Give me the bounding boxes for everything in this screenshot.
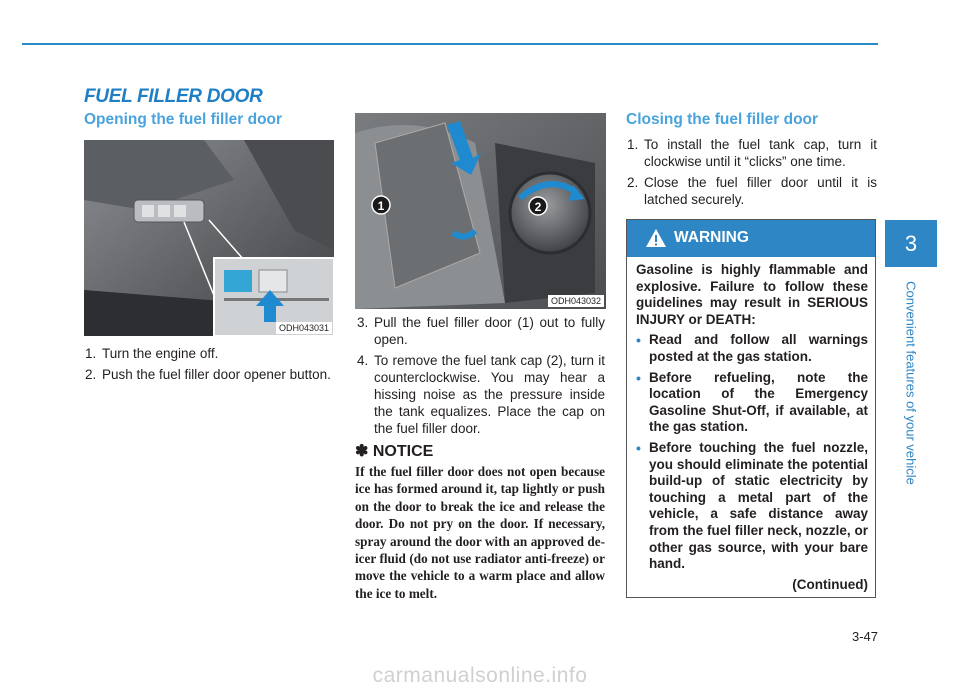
notice-body: If the fuel filler door does not open because ice has formed around it, tap lightly or push on the door to break the ice and release the door. Do not pry on the door. If necessary, spray around the door with an approved de-icer fluid (do not use radiator anti-freeze) or move the vehicle to a warm place and allow the ice to melt. xyxy=(355,464,605,601)
closing-steps xyxy=(627,136,877,212)
closing-heading: Closing the fuel filler door xyxy=(626,111,819,128)
list-item: 2. Close the fuel filler door until it is latched securely. xyxy=(627,175,877,207)
warning-item: • Read and follow all warnings posted at the gas station. xyxy=(636,332,868,364)
warning-intro: Gasoline is highly flammable and explosive. Failure to follow these guidelines may result in SERIOUS INJURY or DEATH: xyxy=(636,262,868,327)
fuel-door-photo xyxy=(355,113,606,309)
callout-1: 1 xyxy=(377,199,385,213)
cap-removal-steps xyxy=(357,314,605,441)
warning-header xyxy=(627,220,875,257)
list-item: 3. Pull the fuel filler door (1) out to fully open. xyxy=(357,315,605,347)
callout-2: 2 xyxy=(534,200,542,214)
chapter-number-tab: 3 xyxy=(885,220,937,267)
warning-label: WARNING xyxy=(674,229,749,246)
bullet-icon: • xyxy=(636,332,641,349)
notice-title: ✽ NOTICE xyxy=(355,443,434,460)
top-rule xyxy=(22,43,878,45)
opener-button-photo xyxy=(84,140,334,336)
chapter-label: Convenient features of your vehicle xyxy=(903,281,919,485)
warning-item: • Before refueling, note the location of the Emergency Gasoline Shut-Off, if available, at the gas station. xyxy=(636,369,868,435)
warning-triangle-icon xyxy=(645,228,667,253)
photo-code: ODH043032 xyxy=(548,295,604,307)
opening-heading: Opening the fuel filler door xyxy=(84,111,283,128)
page-number: 3-47 xyxy=(851,629,878,644)
warning-continued: (Continued) xyxy=(792,576,868,592)
warning-box xyxy=(626,219,876,598)
bullet-icon: • xyxy=(636,439,641,456)
section-title: FUEL FILLER DOOR xyxy=(84,86,263,107)
dashboard-illustration xyxy=(84,140,334,336)
list-item: 1. To install the fuel tank cap, turn it clockwise until it “clicks” one time. xyxy=(627,137,877,169)
opening-steps xyxy=(85,345,335,387)
bullet-icon: • xyxy=(636,369,641,386)
list-item: 2. Push the fuel filler door opener button. xyxy=(85,367,331,382)
warning-body xyxy=(636,262,868,593)
warning-item: • Before touching the fuel nozzle, you should eliminate the potential build-up of static electricity by touching a metal part of the vehicle, a safe distance away from the fuel filler neck, nozzle, or other gas source, with your bare hand. xyxy=(636,439,868,572)
photo-code: ODH043031 xyxy=(276,322,332,334)
watermark: carmanualsonline.info xyxy=(372,664,588,687)
list-item: 1. Turn the engine off. xyxy=(85,346,219,361)
list-item: 4. To remove the fuel tank cap (2), turn it counterclockwise. You may hear a hissing noise as the pressure inside the tank equalizes. Place the cap on the fuel filler door. xyxy=(357,353,605,436)
fuel-door-illustration xyxy=(355,113,606,309)
